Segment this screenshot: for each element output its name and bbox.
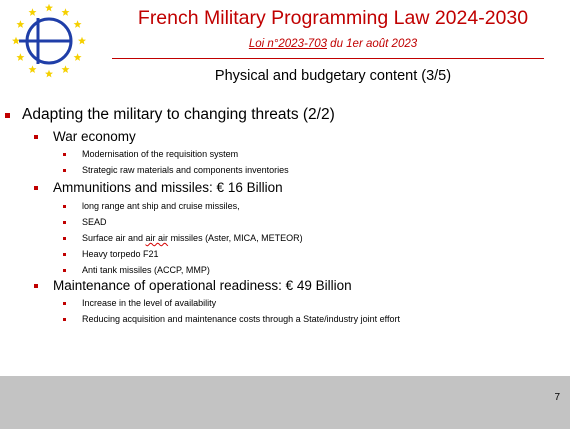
slide: French Military Programming Law 2024-2030 Loi n°2023-703 du 1er août 2023 Physical and budgetary content (3/5) Adapting the military to changing threats (2/2) War economy Modernisation of the requisition system Strategic raw materials and components inventories Ammunitions and missiles: € 16 Billion long range ant ship and cruise missiles, SEAD Surface air and air air missiles (Aster, MICA, METEOR) Heavy torpedo F21 Anti tank missiles (ACCP, MMP) Maintenance of operational readiness: € 49 Billion Increase in the level of availability Reducing acquisition and maintenance costs through a State/industry joint effort 7 <box>0 0 570 429</box>
footer-bar <box>0 376 570 429</box>
star-icon <box>62 65 70 73</box>
star-icon <box>62 8 70 16</box>
star-icon <box>12 37 20 45</box>
bullet-marker <box>63 253 66 256</box>
star-icon <box>45 4 53 11</box>
star-icon <box>16 20 24 28</box>
bullet-marker <box>5 113 10 118</box>
bullet-marker <box>34 135 38 139</box>
bullet-marker <box>63 153 66 156</box>
page-number: 7 <box>554 392 560 403</box>
emblem-logo-icon <box>6 4 92 78</box>
star-icon <box>29 65 37 73</box>
bullet-marker <box>34 284 38 288</box>
page-title: French Military Programming Law 2024-2030 <box>137 7 529 29</box>
spellcheck-mark: air air <box>145 233 169 243</box>
bullet-marker <box>34 186 38 190</box>
star-icon <box>74 20 82 28</box>
bullet-marker <box>63 237 66 240</box>
title-divider <box>112 58 544 59</box>
star-icon <box>29 8 37 16</box>
bullet-marker <box>63 302 66 305</box>
star-icon <box>78 37 86 45</box>
law-reference <box>96 38 570 50</box>
star-icon <box>16 53 24 61</box>
bullet-marker <box>63 221 66 224</box>
bullet-marker <box>63 269 66 272</box>
bullet-marker <box>63 318 66 321</box>
bullet-marker <box>63 169 66 172</box>
star-icon <box>45 70 53 78</box>
star-icon <box>74 53 82 61</box>
section-title: Physical and budgetary content (3/5) <box>214 68 452 84</box>
bullet-marker <box>63 205 66 208</box>
law-date: du 1er août 2023 <box>326 38 418 50</box>
law-number: Loi n°2023-703 <box>248 38 327 50</box>
